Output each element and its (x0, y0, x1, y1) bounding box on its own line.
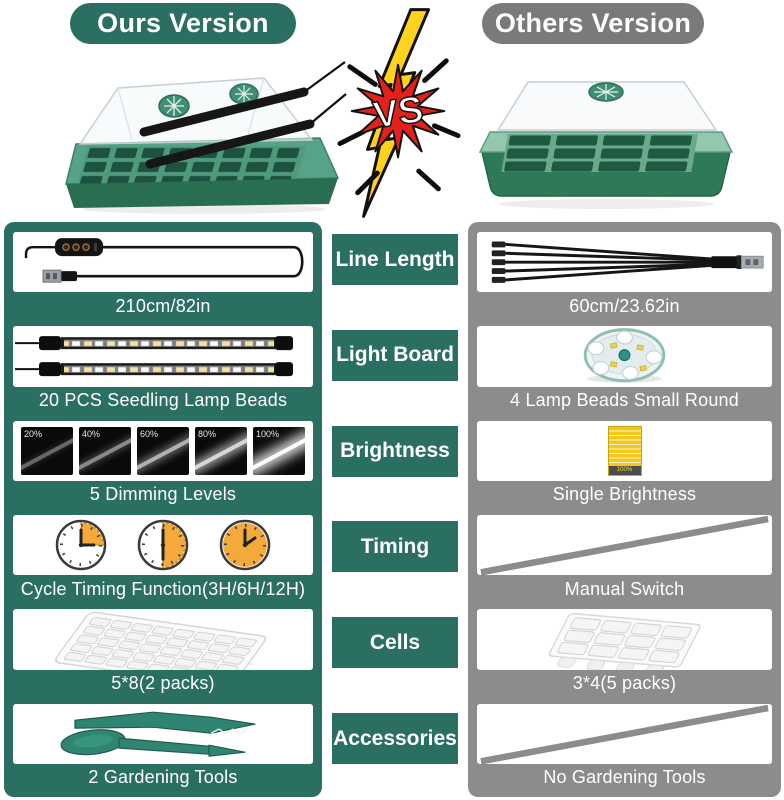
ours-row-accessories (4, 698, 322, 792)
ours-column (4, 222, 322, 797)
led-light-strips-icon (13, 326, 313, 386)
spec-label-brightness: Brightness (332, 426, 458, 477)
dim-thumb-20: 20% (21, 427, 73, 475)
comparison-table (0, 222, 784, 797)
ours-brightness-caption: 5 Dimming Levels (89, 484, 237, 505)
others-line-length-caption: 60cm/23.62in (569, 295, 680, 316)
spec-label-timing: Timing (332, 521, 458, 572)
timer-clocks-icon (13, 515, 313, 575)
dim-thumb-80: 80% (195, 427, 247, 475)
vs-text: VS (370, 87, 426, 137)
others-row-timing (468, 509, 781, 603)
others-accessories-caption: No Gardening Tools (543, 767, 706, 788)
others-row-brightness (468, 415, 781, 509)
usb-cable-icon (13, 232, 313, 292)
seedling-tray-with-lights-illustration (52, 48, 348, 216)
spec-label-line-length: Line Length (332, 234, 458, 285)
dimming-levels-icon (13, 421, 313, 481)
others-cells-caption: 3*4(5 packs) (572, 673, 677, 694)
single-brightness-bar-icon (477, 421, 772, 481)
ours-row-timing (4, 509, 322, 603)
spec-column (322, 222, 468, 797)
ours-line-length-caption: 210cm/82in (115, 295, 211, 316)
no-timing-slash-icon (477, 515, 772, 575)
vs-graphic (336, 8, 464, 218)
no-tools-slash-icon (477, 704, 772, 764)
others-product-photo (466, 52, 744, 214)
seedling-tray-3x4-icon (477, 609, 772, 669)
others-light-board-caption: 4 Lamp Beads Small Round (510, 390, 739, 411)
ours-row-cells (4, 603, 322, 697)
five-cables-icon (477, 232, 772, 292)
seedling-tray-5x8-icon (13, 609, 313, 669)
clock-6h-icon (136, 518, 190, 572)
others-row-cells (468, 603, 781, 697)
dim-thumb-40: 40% (79, 427, 131, 475)
others-version-badge: Others Version (482, 3, 704, 44)
ours-version-badge: Ours Version (70, 3, 296, 44)
twelve-cell-tray-illustration (466, 52, 744, 214)
dim-thumb-60: 60% (137, 427, 189, 475)
ours-row-light-board (4, 320, 322, 414)
brightness-bar-label: 100% (609, 466, 641, 475)
clock-12h-icon (218, 518, 272, 572)
others-brightness-caption: Single Brightness (552, 484, 697, 505)
others-row-light-board (468, 320, 781, 414)
others-row-accessories (468, 698, 781, 792)
ours-row-brightness (4, 415, 322, 509)
ours-row-line-length (4, 226, 322, 320)
spec-label-light-board: Light Board (332, 330, 458, 381)
ours-timing-caption: Cycle Timing Function(3H/6H/12H) (20, 578, 306, 599)
others-column (468, 222, 781, 797)
others-timing-caption: Manual Switch (564, 578, 685, 599)
dim-thumb-100: 100% (253, 427, 305, 475)
ours-cells-caption: 5*8(2 packs) (111, 673, 215, 694)
spec-label-accessories: Accessories (332, 713, 458, 764)
ours-light-board-caption: 20 PCS Seedling Lamp Beads (38, 390, 288, 411)
others-row-line-length (468, 226, 781, 320)
ours-product-photo (52, 48, 348, 216)
spec-label-cells: Cells (332, 617, 458, 668)
round-light-board-icon (477, 326, 772, 386)
gardening-tools-icon (13, 704, 313, 764)
ours-accessories-caption: 2 Gardening Tools (88, 767, 238, 788)
clock-3h-icon (54, 518, 108, 572)
